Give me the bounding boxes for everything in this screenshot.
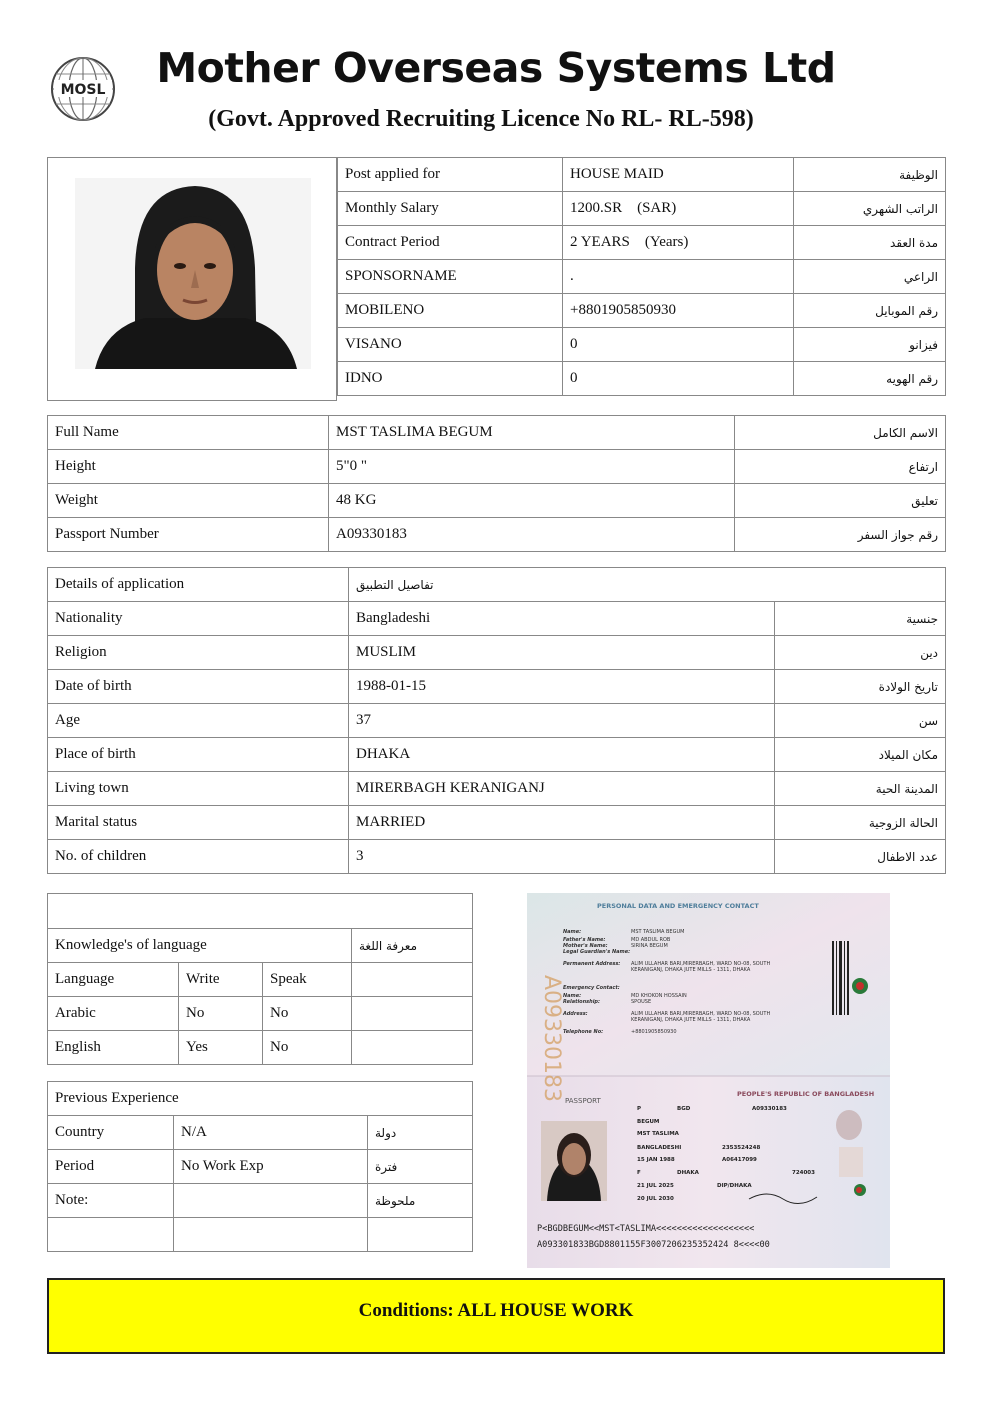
details-value: 1988-01-15: [349, 670, 775, 704]
details-label-ar: تاريخ الولادة: [775, 670, 946, 704]
job-value: .: [563, 260, 794, 294]
experience-label-ar: فترة: [368, 1150, 473, 1184]
table-row: [48, 1184, 473, 1218]
scan-field-label: Address:: [563, 1011, 588, 1017]
table-row: [48, 416, 946, 450]
table-row: [338, 260, 946, 294]
job-label-ar: الراتب الشهري: [794, 192, 946, 226]
details-table: [47, 567, 946, 874]
write-header: Write: [179, 963, 263, 997]
svg-text:F: F: [637, 1170, 641, 1176]
table-row: [48, 738, 946, 772]
job-label: Contract Period: [338, 226, 563, 260]
experience-label-ar: دولة: [368, 1116, 473, 1150]
details-label-ar: دين: [775, 636, 946, 670]
personal-label-ar: رقم جواز السفر: [735, 518, 946, 552]
scan-field-value: MD KHOKON HOSSAIN: [631, 993, 687, 999]
details-label-ar: سن: [775, 704, 946, 738]
scan-field-label: Mother's Name:: [563, 943, 608, 949]
personal-label: Weight: [48, 484, 329, 518]
details-title: Details of application: [48, 568, 349, 602]
experience-value: [174, 1184, 368, 1218]
language-speak: No: [263, 997, 352, 1031]
table-row: [338, 226, 946, 260]
personal-label-ar: ارتفاع: [735, 450, 946, 484]
table-row: [48, 1116, 473, 1150]
table-row: [48, 450, 946, 484]
company-name: Mother Overseas Systems Ltd: [156, 44, 836, 92]
details-value: 37: [349, 704, 775, 738]
table-row: [48, 1031, 473, 1065]
svg-text:DHAKA: DHAKA: [677, 1170, 699, 1176]
table-row: [48, 602, 946, 636]
language-header: Language: [48, 963, 179, 997]
language-name: Arabic: [48, 997, 179, 1031]
experience-label: Period: [48, 1150, 174, 1184]
job-label: MOBILENO: [338, 294, 563, 328]
table-row: [48, 568, 946, 602]
job-value: 0: [563, 362, 794, 396]
personal-label: Height: [48, 450, 329, 484]
job-label: VISANO: [338, 328, 563, 362]
svg-text:2353524248: 2353524248: [722, 1145, 761, 1151]
personal-value: 5"0 ": [329, 450, 735, 484]
table-row: [338, 294, 946, 328]
details-label-ar: الحالة الزوجية: [775, 806, 946, 840]
experience-value: No Work Exp: [174, 1150, 368, 1184]
blank-cell: [48, 1218, 174, 1252]
svg-text:A09330183: A09330183: [752, 1106, 787, 1112]
svg-text:15 JAN 1988: 15 JAN 1988: [637, 1157, 675, 1163]
details-value: DHAKA: [349, 738, 775, 772]
conditions-box: [47, 1278, 945, 1354]
table-row: [338, 362, 946, 396]
experience-label: Country: [48, 1116, 174, 1150]
passport-scan: [527, 893, 890, 1268]
personal-value: 48 KG: [329, 484, 735, 518]
details-title-ar: تفاصيل التطبيق: [349, 568, 946, 602]
table-row: [48, 997, 473, 1031]
details-label: Marital status: [48, 806, 349, 840]
details-label: Religion: [48, 636, 349, 670]
scan-heading-top: PERSONAL DATA AND EMERGENCY CONTACT: [597, 902, 759, 910]
scan-field-label: Telephone No:: [563, 1029, 604, 1035]
mrz-line-1: P<BGDBEGUM<<MST<TASLIMA<<<<<<<<<<<<<<<<<<<: [537, 1224, 755, 1234]
table-row: [48, 1218, 473, 1252]
mrz-line-2: A093301833BGD8801155F3007206235352424 8<<<<00: [537, 1240, 770, 1250]
job-value: +8801905850930: [563, 294, 794, 328]
job-label: SPONSORNAME: [338, 260, 563, 294]
svg-text:20 JUL 2030: 20 JUL 2030: [637, 1196, 674, 1202]
job-label: Monthly Salary: [338, 192, 563, 226]
details-label: Age: [48, 704, 349, 738]
experience-label: Note:: [48, 1184, 174, 1218]
scan-field-label: Permanent Address:: [563, 961, 621, 967]
scan-field-label: Name:: [563, 929, 582, 935]
job-label-ar: رقم الهويه: [794, 362, 946, 396]
details-label-ar: عدد الاطفال: [775, 840, 946, 874]
job-label: IDNO: [338, 362, 563, 396]
svg-text:BGD: BGD: [677, 1106, 691, 1112]
job-label-ar: مدة العقد: [794, 226, 946, 260]
job-label-ar: الراعي: [794, 260, 946, 294]
table-row: [48, 518, 946, 552]
blank-cell: [174, 1218, 368, 1252]
table-row: [48, 704, 946, 738]
experience-value: N/A: [174, 1116, 368, 1150]
language-speak: No: [263, 1031, 352, 1065]
svg-text:21 JUL 2025: 21 JUL 2025: [637, 1183, 674, 1189]
details-value: MUSLIM: [349, 636, 775, 670]
experience-title: Previous Experience: [48, 1082, 473, 1116]
personal-value: MST TASLIMA BEGUM: [329, 416, 735, 450]
personal-label: Full Name: [48, 416, 329, 450]
personal-label: Passport Number: [48, 518, 329, 552]
job-table: [337, 157, 946, 396]
scan-field-value: MD ABDUL ROB: [631, 937, 671, 943]
logo-text: MOSL: [60, 82, 106, 98]
scan-field-value: ALIM ULLAHAR BARI,MIRERBAGH, WARD NO-08, SOUTH KERANIGANJ, DHAKA JUTE MILLS - 1311, DHAKA: [631, 1011, 771, 1023]
speak-header: Speak: [263, 963, 352, 997]
licence-line: (Govt. Approved Recruiting Licence No RL- RL-598): [208, 106, 754, 132]
scan-field-value: MST TASLIMA BEGUM: [631, 929, 685, 935]
language-title-ar: معرفة اللغة: [352, 929, 473, 963]
table-row: [48, 963, 473, 997]
job-label-ar: رقم الموبايل: [794, 294, 946, 328]
table-row: [48, 670, 946, 704]
table-row: [338, 328, 946, 362]
table-row: [48, 929, 473, 963]
table-row: [48, 840, 946, 874]
svg-text:BEGUM: BEGUM: [637, 1119, 660, 1125]
blank-cell: [352, 963, 473, 997]
svg-text:A09330183: A09330183: [539, 975, 564, 1103]
scan-field-label: Emergency Contact:: [563, 985, 620, 991]
language-name: English: [48, 1031, 179, 1065]
table-row: [338, 192, 946, 226]
personal-label-ar: تعليق: [735, 484, 946, 518]
personal-value: A09330183: [329, 518, 735, 552]
details-value: MARRIED: [349, 806, 775, 840]
scan-field-value: SIRINA BEGUM: [631, 943, 668, 949]
language-title: Knowledge's of language: [48, 929, 352, 963]
table-row: [48, 1082, 473, 1116]
job-value: 0: [563, 328, 794, 362]
table-row: [48, 1150, 473, 1184]
details-label: Nationality: [48, 602, 349, 636]
job-label-ar: فيزانو: [794, 328, 946, 362]
job-value: HOUSE MAID: [563, 158, 794, 192]
language-table: [47, 893, 473, 1065]
experience-table: [47, 1081, 473, 1252]
job-label-ar: الوظيفة: [794, 158, 946, 192]
details-value: 3: [349, 840, 775, 874]
svg-text:DIP/DHAKA: DIP/DHAKA: [717, 1183, 752, 1189]
table-row: [338, 158, 946, 192]
blank-cell: [368, 1218, 473, 1252]
scan-field-value: ALIM ULLAHAR BARI,MIRERBAGH, WARD NO-08, SOUTH KERANIGANJ, DHAKA JUTE MILLS - 1311, DHAKA: [631, 961, 771, 973]
scan-field-value: +8801905850930: [631, 1029, 677, 1035]
details-value: MIRERBAGH KERANIGANJ: [349, 772, 775, 806]
svg-text:P: P: [637, 1106, 642, 1112]
language-write: Yes: [179, 1031, 263, 1065]
passport-label: PASSPORT: [565, 1097, 601, 1105]
scan-heading-bottom: PEOPLE'S REPUBLIC OF BANGLADESH: [737, 1090, 875, 1098]
job-value: 2 YEARS (Years): [563, 226, 794, 260]
applicant-photo: [75, 178, 311, 369]
details-label: Living town: [48, 772, 349, 806]
scan-field-value: SPOUSE: [631, 999, 652, 1005]
details-label-ar: المدينة الحية: [775, 772, 946, 806]
blank-cell: [48, 894, 473, 929]
table-row: [48, 636, 946, 670]
table-row: [48, 484, 946, 518]
conditions-text: Conditions: ALL HOUSE WORK: [358, 1300, 634, 1321]
svg-text:BANGLADESHI: BANGLADESHI: [637, 1145, 682, 1151]
experience-label-ar: ملحوظة: [368, 1184, 473, 1218]
scan-field-label: Relationship:: [563, 999, 601, 1005]
language-write: No: [179, 997, 263, 1031]
blank-cell: [352, 1031, 473, 1065]
details-label: Place of birth: [48, 738, 349, 772]
svg-text:MST TASLIMA: MST TASLIMA: [637, 1131, 679, 1137]
personal-label-ar: الاسم الكامل: [735, 416, 946, 450]
details-label: Date of birth: [48, 670, 349, 704]
job-value: 1200.SR (SAR): [563, 192, 794, 226]
job-label: Post applied for: [338, 158, 563, 192]
table-row: [48, 894, 473, 929]
blank-cell: [352, 997, 473, 1031]
table-row: [48, 806, 946, 840]
table-row: [48, 772, 946, 806]
svg-text:A06417099: A06417099: [722, 1157, 757, 1163]
personal-table: [47, 415, 946, 552]
scan-field-label: Name:: [563, 993, 582, 999]
details-value: Bangladeshi: [349, 602, 775, 636]
svg-text:724003: 724003: [792, 1170, 815, 1176]
details-label: No. of children: [48, 840, 349, 874]
details-label-ar: مكان الميلاد: [775, 738, 946, 772]
details-label-ar: جنسية: [775, 602, 946, 636]
scan-field-label: Legal Guardian's Name:: [563, 949, 631, 955]
scan-field-label: Father's Name:: [563, 937, 606, 943]
